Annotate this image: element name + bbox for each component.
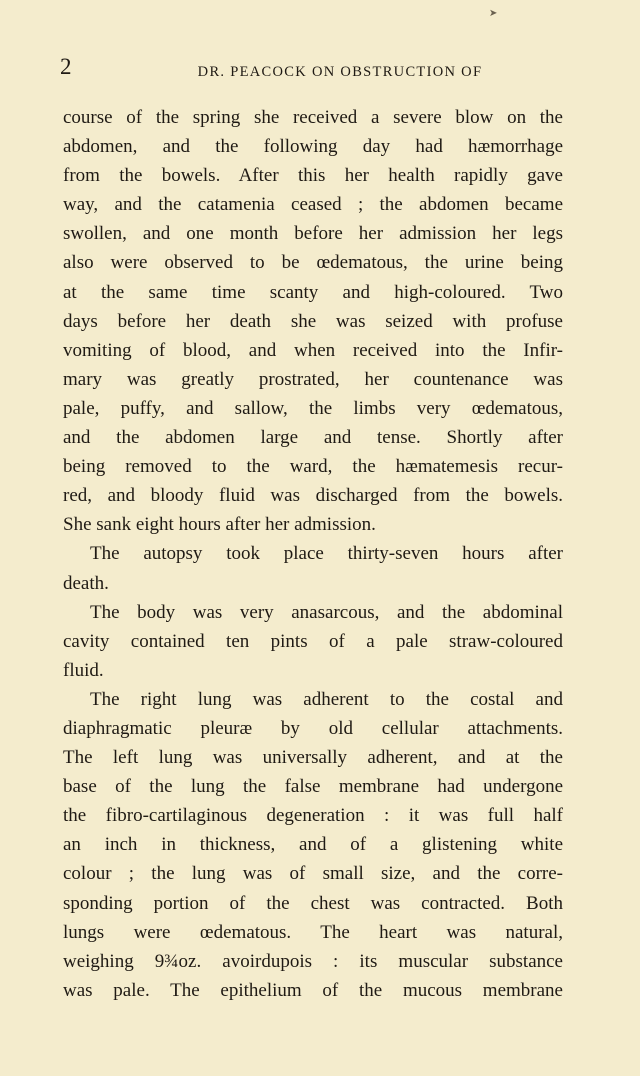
text-line: The body was very anasarcous, and the abdominal [90, 601, 563, 623]
corner-mark: ➤ [489, 8, 498, 19]
text-line: base of the lung the false membrane had undergone [63, 776, 563, 798]
text-line: from the bowels. After this her health rapidly gave [63, 165, 563, 187]
body-text [63, 103, 563, 1005]
text-line: mary was greatly prostrated, her countenance was [63, 368, 563, 390]
text-line: weighing 9¾oz. avoirdupois : its muscular substance [63, 950, 563, 972]
text-line: the fibro-cartilaginous degeneration : it was full half [63, 805, 563, 827]
text-line: also were observed to be œdematous, the urine being [63, 252, 563, 274]
text-line: pale, puffy, and sallow, the limbs very œdematous, [63, 397, 563, 419]
text-line: diaphragmatic pleuræ by old cellular attachments. [63, 717, 563, 739]
text-line: cavity contained ten pints of a pale straw-coloured [63, 630, 563, 652]
text-line: red, and bloody fluid was discharged from the bowels. [63, 485, 563, 507]
text-line: course of the spring she received a severe blow on the [63, 107, 563, 128]
text-line: death. [63, 572, 109, 594]
text-line: sponding portion of the chest was contracted. Both [63, 892, 563, 914]
text-line: days before her death she was seized with profuse [63, 310, 563, 332]
text-line: The left lung was universally adherent, and at the [63, 747, 563, 769]
text-line: colour ; the lung was of small size, and the corre- [63, 863, 563, 885]
text-line: fluid. [63, 659, 104, 681]
text-line: The autopsy took place thirty-seven hours after [90, 543, 563, 565]
text-line: vomiting of blood, and when received into the Infir- [63, 339, 563, 361]
text-line: She sank eight hours after her admission. [63, 514, 376, 536]
text-line: The right lung was adherent to the costal and [90, 688, 563, 710]
page-number: 2 [60, 54, 72, 79]
running-head: DR. PEACOCK ON OBSTRUCTION OF [197, 64, 483, 80]
text-line: being removed to the ward, the hæmatemesis recur- [63, 456, 563, 478]
text-line: was pale. The epithelium of the mucous membrane [63, 979, 563, 1001]
text-line: abdomen, and the following day had hæmorrhage [63, 136, 563, 158]
text-line: swollen, and one month before her admission her legs [63, 223, 563, 245]
text-line: an inch in thickness, and of a glistening white [63, 834, 563, 856]
text-line: at the same time scanty and high-coloured. Two [63, 281, 563, 303]
text-line: way, and the catamenia ceased ; the abdomen became [63, 194, 563, 216]
text-line: lungs were œdematous. The heart was natural, [63, 921, 563, 943]
text-line: and the abdomen large and tense. Shortly after [63, 427, 563, 449]
